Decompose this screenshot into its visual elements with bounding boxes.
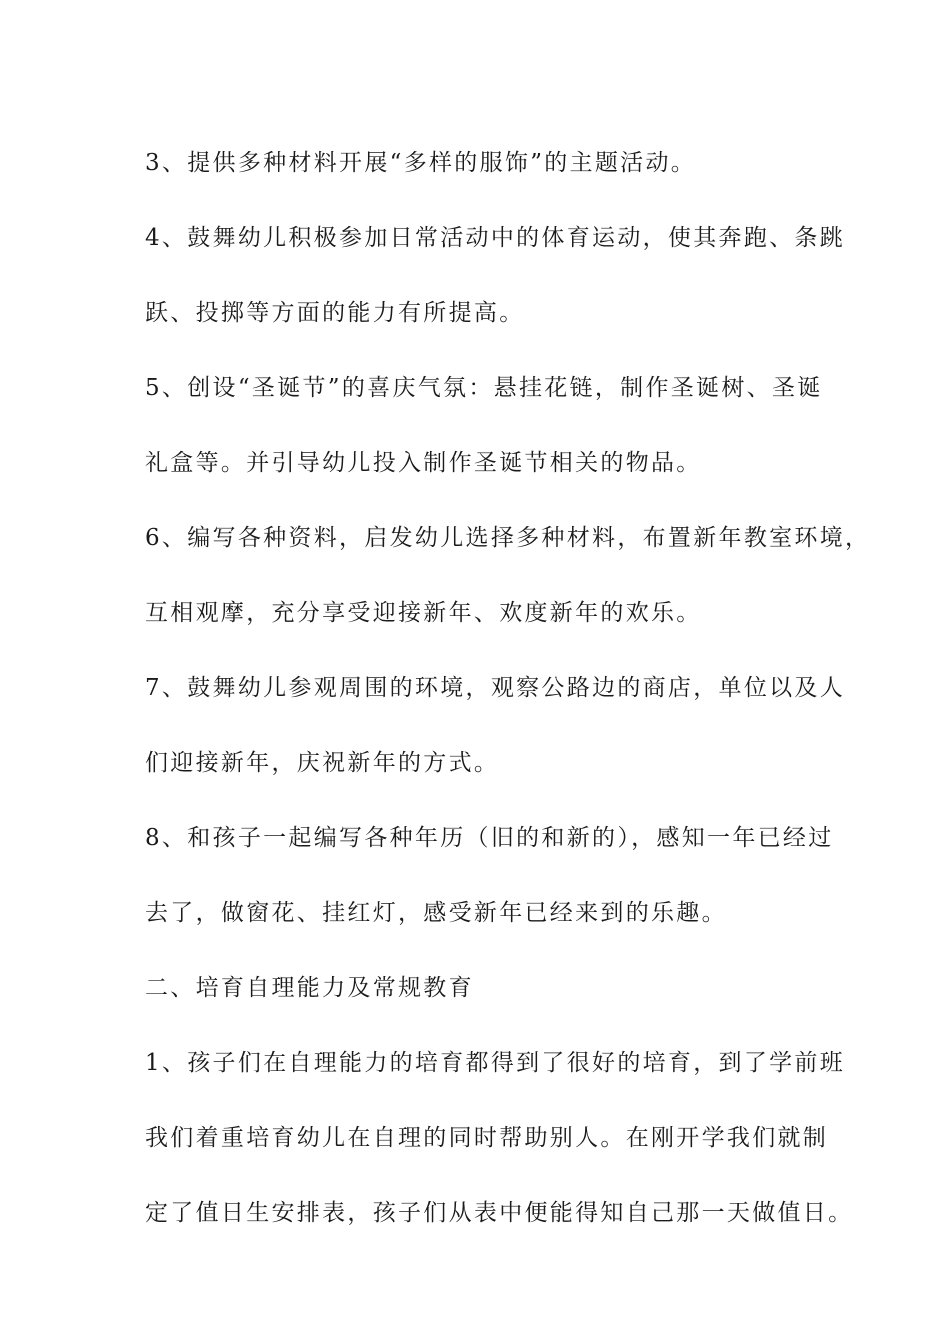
item-4-text-line-1: 4、鼓舞幼儿积极参加日常活动中的体育运动，使其奔跑、条跳 — [145, 225, 846, 251]
item-3-text: 3、提供多种材料开展“多样的服饰”的主题活动。 — [145, 150, 697, 176]
item-6-text-line-2: 互相观摩，充分享受迎接新年、欢度新年的欢乐。 — [145, 600, 702, 626]
item-8-text-line-2: 去了，做窗花、挂红灯，感受新年已经来到的乐趣。 — [145, 900, 727, 926]
item-4-text-line-2: 跃、投掷等方面的能力有所提高。 — [145, 300, 525, 326]
section-item-1-line-3: 定了值日生安排表，孩子们从表中便能得知自己那一天做值日。 — [145, 1200, 854, 1226]
item-8-text-line-1: 8、和孩子一起编写各种年历（旧的和新的），感知一年已经过 — [145, 825, 834, 851]
item-6-text-line-1: 6、编写各种资料，启发幼儿选择多种材料，布置新年教室环境， — [145, 525, 871, 551]
item-7-text-line-1: 7、鼓舞幼儿参观周围的环境，观察公路边的商店，单位以及人 — [145, 675, 846, 701]
document-body — [145, 126, 871, 1251]
item-5-text-line-2: 礼盒等。并引导幼儿投入制作圣诞节相关的物品。 — [145, 450, 702, 476]
item-7-text-line-2: 们迎接新年，庆祝新年的方式。 — [145, 750, 500, 776]
section-item-1-line-2: 我们着重培育幼儿在自理的同时帮助别人。在刚开学我们就制 — [145, 1125, 829, 1151]
section-item-1-line-1: 1、孩子们在自理能力的培育都得到了很好的培育，到了学前班 — [145, 1050, 846, 1076]
section-heading: 二、培育自理能力及常规教育 — [145, 975, 474, 1001]
item-5-text-line-1: 5、创设“圣诞节”的喜庆气氛：悬挂花链，制作圣诞树、圣诞 — [145, 375, 823, 401]
